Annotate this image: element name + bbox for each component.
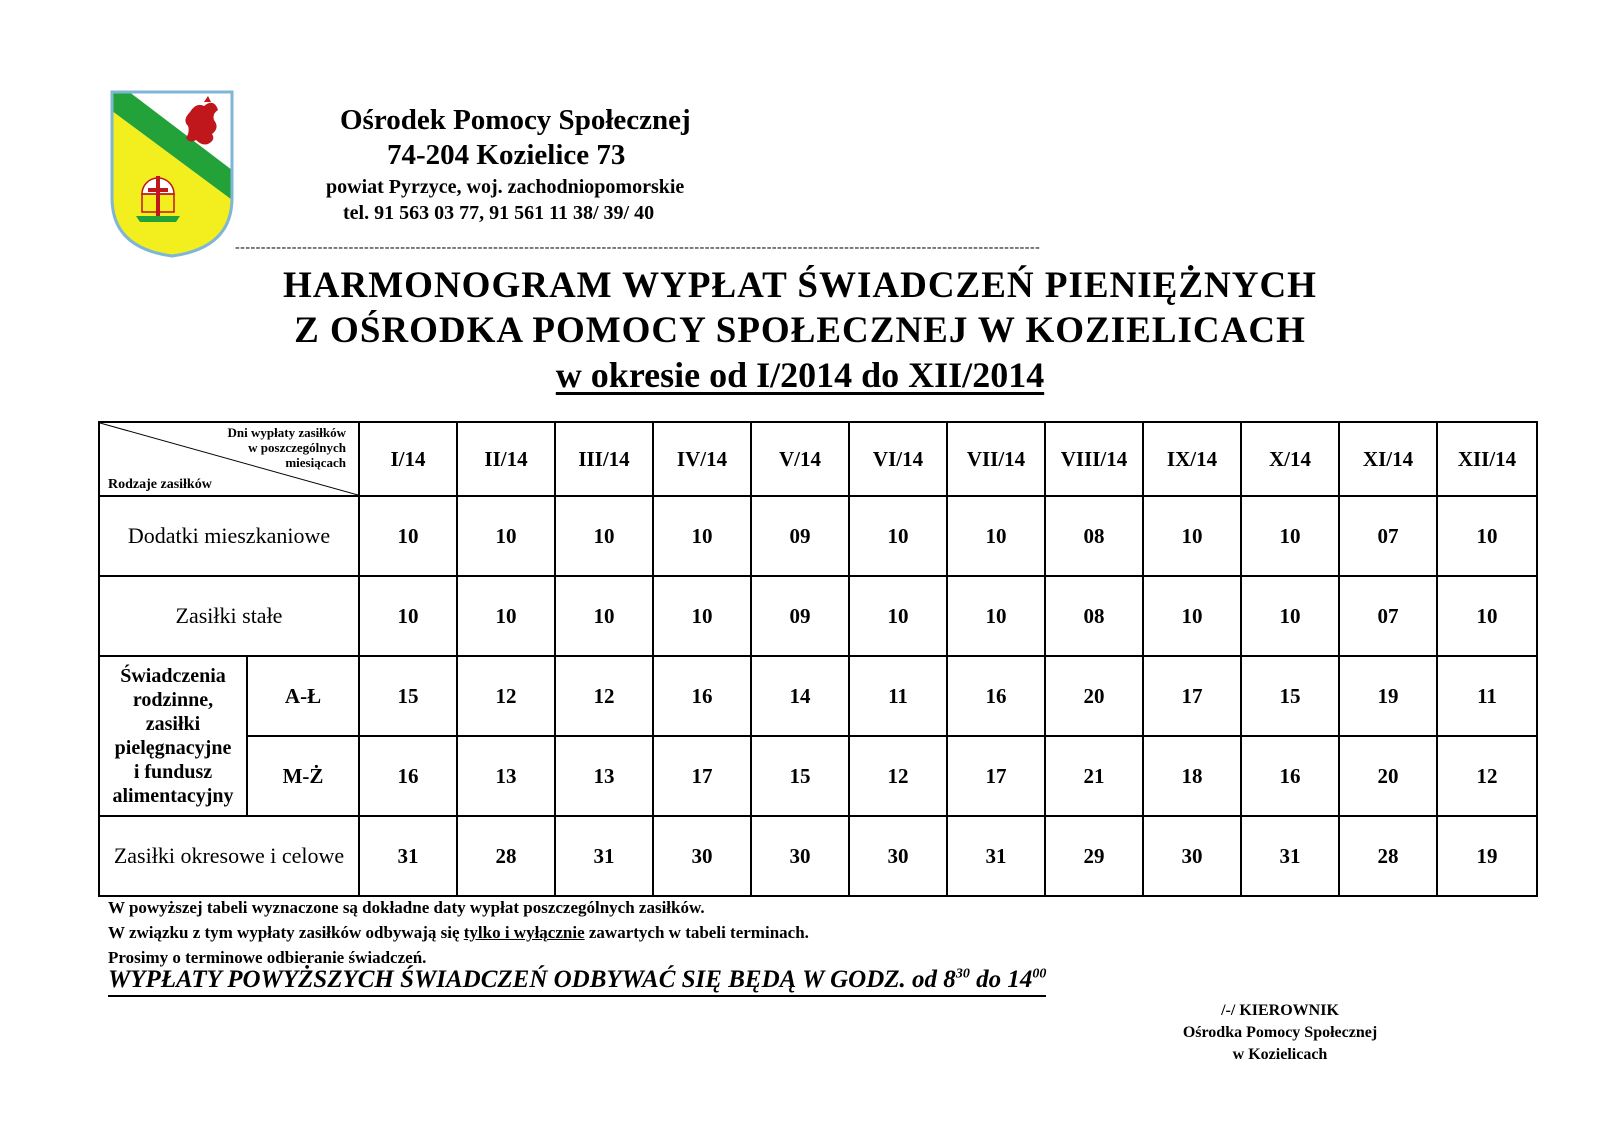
title-line-1: HARMONOGRAM WYPŁAT ŚWIADCZEŃ PIENIĘŻNYCH <box>283 265 1317 306</box>
title-line-3: w okresie od I/2014 do XII/2014 <box>555 355 1045 395</box>
table-cell: 07 <box>1339 496 1437 576</box>
table-cell: 10 <box>457 496 555 576</box>
table-cell: 10 <box>1241 496 1339 576</box>
signature-line-2: Ośrodka Pomocy Społecznej <box>1182 1024 1378 1041</box>
divider-line: ------------------------------------------------------------------------------------------------------------------------------------------------------------ <box>235 244 1041 252</box>
table-cell: 16 <box>359 736 457 816</box>
table-cell: 15 <box>359 656 457 736</box>
month-header: X/14 <box>1241 422 1339 496</box>
table-cell: 12 <box>849 736 947 816</box>
table-cell: 10 <box>359 576 457 656</box>
table-cell: 17 <box>947 736 1045 816</box>
table-cell: 10 <box>1437 576 1537 656</box>
month-header: VII/14 <box>947 422 1045 496</box>
table-row <box>99 656 1537 736</box>
month-header: VIII/14 <box>1045 422 1143 496</box>
month-header: IV/14 <box>653 422 751 496</box>
table-cell: 10 <box>1241 576 1339 656</box>
table-cell: 10 <box>1437 496 1537 576</box>
table-cell: 14 <box>751 656 849 736</box>
table-cell: 10 <box>555 576 653 656</box>
note-line-3: Prosimy o terminowe odbieranie świadczeń. <box>108 948 427 967</box>
org-name: Ośrodek Pomocy Społecznej <box>340 104 691 136</box>
table-cell: 31 <box>947 816 1045 896</box>
table-row <box>99 576 1537 656</box>
table-cell: 10 <box>849 576 947 656</box>
table-cell: 16 <box>1241 736 1339 816</box>
group-label: Świadczenia rodzinne, zasiłki pielęgnacyjne i fundusz alimentacyjny <box>99 656 247 816</box>
month-header: II/14 <box>457 422 555 496</box>
subrow-label: A-Ł <box>247 656 359 736</box>
table-cell: 31 <box>555 816 653 896</box>
payment-hours: WYPŁATY POWYŻSZYCH ŚWIADCZEŃ ODBYWAĆ SIĘ BĘDĄ W GODZ. od $8^{30}$ do $14^{00}$ <box>108 966 1046 997</box>
table-cell: 11 <box>849 656 947 736</box>
month-header: XI/14 <box>1339 422 1437 496</box>
table-cell: 31 <box>359 816 457 896</box>
table-row <box>99 816 1537 896</box>
table-cell: 10 <box>653 576 751 656</box>
table-cell: 30 <box>849 816 947 896</box>
table-cell: 28 <box>457 816 555 896</box>
payment-schedule-table <box>98 421 1538 897</box>
table-cell: 10 <box>359 496 457 576</box>
table-cell: 15 <box>1241 656 1339 736</box>
table-cell: 08 <box>1045 496 1143 576</box>
table-cell: 15 <box>751 736 849 816</box>
table-row <box>99 496 1537 576</box>
table-cell: 10 <box>457 576 555 656</box>
table-cell: 20 <box>1045 656 1143 736</box>
table-cell: 31 <box>1241 816 1339 896</box>
table-cell: 19 <box>1339 656 1437 736</box>
table-cell: 20 <box>1339 736 1437 816</box>
month-header: VI/14 <box>849 422 947 496</box>
table-cell: 30 <box>1143 816 1241 896</box>
table-row <box>99 736 1537 816</box>
org-district: powiat Pyrzyce, woj. zachodniopomorskie <box>326 176 685 198</box>
table-cell: 17 <box>1143 656 1241 736</box>
corner-bottom-label: Rodzaje zasiłków <box>108 477 212 492</box>
row-label: Zasiłki stałe <box>99 576 359 656</box>
table-cell: 17 <box>653 736 751 816</box>
table-cell: 18 <box>1143 736 1241 816</box>
title-line-2: Z OŚRODKA POMOCY SPOŁECZNEJ W KOZIELICACH <box>294 310 1306 351</box>
month-header: I/14 <box>359 422 457 496</box>
month-header: III/14 <box>555 422 653 496</box>
table-cell: 10 <box>1143 496 1241 576</box>
row-label: Dodatki mieszkaniowe <box>99 496 359 576</box>
row-label: Zasiłki okresowe i celowe <box>99 816 359 896</box>
org-address: 74-204 Kozielice 73 <box>387 139 626 171</box>
table-cell: 12 <box>457 656 555 736</box>
table-cell: 30 <box>653 816 751 896</box>
table-cell: 09 <box>751 576 849 656</box>
table-cell: 12 <box>1437 736 1537 816</box>
month-header: IX/14 <box>1143 422 1241 496</box>
table-cell: 09 <box>751 496 849 576</box>
signature-line-3: w Kozielicach <box>1232 1046 1328 1063</box>
month-header: XII/14 <box>1437 422 1537 496</box>
note-line-1: W powyższej tabeli wyznaczone są dokładne daty wypłat poszczególnych zasiłków. <box>108 898 705 917</box>
table-cell: 28 <box>1339 816 1437 896</box>
table-cell: 10 <box>555 496 653 576</box>
coat-of-arms-icon <box>108 88 236 260</box>
table-cell: 13 <box>457 736 555 816</box>
table-cell: 12 <box>555 656 653 736</box>
table-cell: 21 <box>1045 736 1143 816</box>
note-line-2: W związku z tym wypłaty zasiłków odbywają się tylko i wyłącznie zawartych w tabeli terminach. <box>108 923 809 942</box>
table-corner-cell <box>99 422 359 496</box>
table-header-row <box>99 422 1537 496</box>
table-cell: 16 <box>947 656 1045 736</box>
signature-line-1: /-/ KIEROWNIK <box>1221 1002 1339 1019</box>
table-cell: 10 <box>653 496 751 576</box>
table-cell: 10 <box>849 496 947 576</box>
table-cell: 13 <box>555 736 653 816</box>
month-header: V/14 <box>751 422 849 496</box>
table-cell: 08 <box>1045 576 1143 656</box>
table-cell: 29 <box>1045 816 1143 896</box>
table-cell: 19 <box>1437 816 1537 896</box>
subrow-label: M-Ż <box>247 736 359 816</box>
org-phone: tel. 91 563 03 77, 91 561 11 38/ 39/ 40 <box>343 202 655 224</box>
table-cell: 10 <box>947 576 1045 656</box>
corner-top-label: Dni wypłaty zasiłków w poszczególnych miesiącach <box>227 425 346 470</box>
table-cell: 10 <box>1143 576 1241 656</box>
table-cell: 16 <box>653 656 751 736</box>
table-cell: 11 <box>1437 656 1537 736</box>
table-cell: 10 <box>947 496 1045 576</box>
table-cell: 30 <box>751 816 849 896</box>
table-cell: 07 <box>1339 576 1437 656</box>
